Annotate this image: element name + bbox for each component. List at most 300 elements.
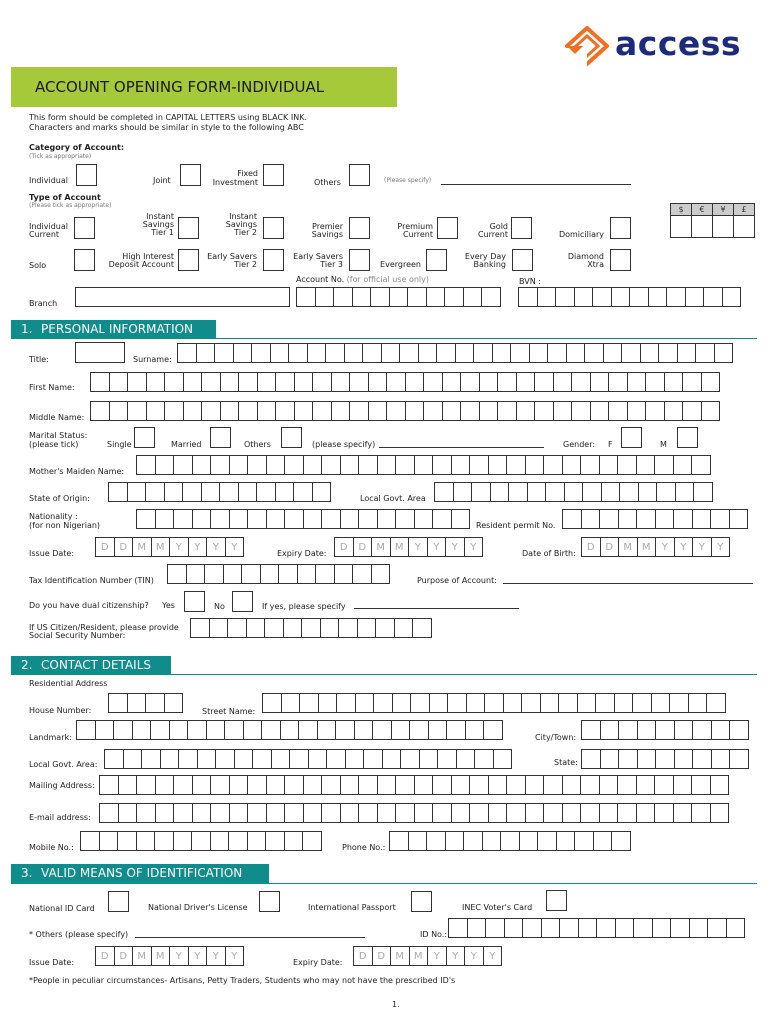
mailing-address-box[interactable]	[173, 775, 193, 795]
id-no-box[interactable]	[652, 918, 672, 938]
state-origin-box[interactable]	[164, 482, 184, 502]
id-no-box[interactable]	[522, 918, 542, 938]
contact-lga-box[interactable]	[141, 749, 161, 769]
tin-box[interactable]	[223, 564, 243, 584]
state-origin-box[interactable]	[293, 482, 313, 502]
landmark-box[interactable]	[187, 720, 207, 740]
mailing-address-box[interactable]	[358, 775, 378, 795]
id-no-box[interactable]	[707, 918, 727, 938]
email-box[interactable]	[691, 803, 711, 823]
phone-box[interactable]	[537, 831, 557, 851]
street-name-box[interactable]	[651, 693, 671, 713]
state-origin-box[interactable]	[145, 482, 165, 502]
lga-box[interactable]	[508, 482, 528, 502]
nationality-box[interactable]	[377, 509, 397, 529]
mailing-address-box[interactable]	[395, 775, 415, 795]
date-box-y[interactable]: Y	[427, 946, 447, 966]
date-box-y[interactable]: Y	[206, 946, 226, 966]
ssn-box[interactable]	[227, 618, 247, 638]
contact-lga-box[interactable]	[104, 749, 124, 769]
landmark-box[interactable]	[243, 720, 263, 740]
phone-box[interactable]	[482, 831, 502, 851]
date-box-m[interactable]: M	[637, 537, 657, 557]
resident-permit-box[interactable]	[655, 509, 675, 529]
landmark-box[interactable]	[113, 720, 133, 740]
lga-box[interactable]	[601, 482, 621, 502]
marital-others-checkbox[interactable]	[281, 427, 302, 448]
contact-lga-box[interactable]	[419, 749, 439, 769]
tin-box[interactable]	[297, 564, 317, 584]
nationality-box[interactable]	[229, 509, 249, 529]
date-box-y[interactable]: Y	[206, 537, 226, 557]
dual-specify-line[interactable]	[354, 608, 519, 609]
email-box[interactable]	[580, 803, 600, 823]
tin-box[interactable]	[315, 564, 335, 584]
first-name-box[interactable]	[534, 372, 554, 392]
surname-box[interactable]	[714, 343, 734, 363]
surname-box[interactable]	[177, 343, 197, 363]
currency-gbp-checkbox[interactable]	[733, 215, 755, 238]
id-no-box[interactable]	[448, 918, 468, 938]
middle-name-box[interactable]	[460, 401, 480, 421]
lga-box[interactable]	[527, 482, 547, 502]
street-name-box[interactable]	[595, 693, 615, 713]
first-name-box[interactable]	[405, 372, 425, 392]
city-box[interactable]	[618, 720, 638, 740]
phone-box[interactable]	[556, 831, 576, 851]
maiden-name-box[interactable]	[562, 455, 582, 475]
email-box[interactable]	[173, 803, 193, 823]
ssn-box[interactable]	[357, 618, 377, 638]
maiden-name-box[interactable]	[636, 455, 656, 475]
middle-name-box[interactable]	[257, 401, 277, 421]
date-box-m[interactable]: M	[132, 537, 152, 557]
type-premium-current-checkbox[interactable]	[437, 217, 458, 239]
surname-box[interactable]	[695, 343, 715, 363]
phone-box[interactable]	[426, 831, 446, 851]
nationality-box[interactable]	[192, 509, 212, 529]
date-box-y[interactable]: Y	[655, 537, 675, 557]
phone-box[interactable]	[519, 831, 539, 851]
id-no-box[interactable]	[689, 918, 709, 938]
landmark-box[interactable]	[391, 720, 411, 740]
lga-box[interactable]	[545, 482, 565, 502]
middle-name-box[interactable]	[608, 401, 628, 421]
middle-name-box[interactable]	[479, 401, 499, 421]
city-box[interactable]	[600, 720, 620, 740]
bvn-box[interactable]	[666, 287, 686, 307]
middle-name-box[interactable]	[294, 401, 314, 421]
id-no-box[interactable]	[726, 918, 746, 938]
id-no-box[interactable]	[541, 918, 561, 938]
maiden-name-box[interactable]	[229, 455, 249, 475]
date-box-y[interactable]: Y	[464, 537, 484, 557]
middle-name-box[interactable]	[238, 401, 258, 421]
middle-name-box[interactable]	[331, 401, 351, 421]
middle-name-box[interactable]	[701, 401, 721, 421]
street-name-box[interactable]	[706, 693, 726, 713]
landmark-box[interactable]	[76, 720, 96, 740]
maiden-name-box[interactable]	[210, 455, 230, 475]
date-box-y[interactable]: Y	[225, 946, 245, 966]
maiden-name-box[interactable]	[654, 455, 674, 475]
bvn-box[interactable]	[722, 287, 742, 307]
bvn-box[interactable]	[611, 287, 631, 307]
maiden-name-box[interactable]	[543, 455, 563, 475]
date-box-y[interactable]: Y	[169, 537, 189, 557]
contact-lga-box[interactable]	[474, 749, 494, 769]
surname-box[interactable]	[473, 343, 493, 363]
resident-permit-box[interactable]	[710, 509, 730, 529]
street-name-box[interactable]	[577, 693, 597, 713]
middle-name-box[interactable]	[183, 401, 203, 421]
maiden-name-box[interactable]	[506, 455, 526, 475]
account-no-box[interactable]	[407, 287, 427, 307]
resident-permit-box[interactable]	[692, 509, 712, 529]
street-name-box[interactable]	[632, 693, 652, 713]
contact-lga-box[interactable]	[326, 749, 346, 769]
state-origin-box[interactable]	[182, 482, 202, 502]
nationality-box[interactable]	[284, 509, 304, 529]
mailing-address-box[interactable]	[266, 775, 286, 795]
email-box[interactable]	[377, 803, 397, 823]
tin-box[interactable]	[334, 564, 354, 584]
branch-field[interactable]	[75, 287, 290, 307]
maiden-name-box[interactable]	[432, 455, 452, 475]
phone-box[interactable]	[445, 831, 465, 851]
married-checkbox[interactable]	[210, 427, 231, 448]
house-number-box[interactable]	[127, 693, 147, 713]
email-box[interactable]	[636, 803, 656, 823]
state-box[interactable]	[637, 749, 657, 769]
city-box[interactable]	[711, 720, 731, 740]
street-name-box[interactable]	[262, 693, 282, 713]
date-box-d[interactable]: D	[581, 537, 601, 557]
date-box-d[interactable]: D	[114, 946, 134, 966]
date-box-m[interactable]: M	[151, 946, 171, 966]
email-box[interactable]	[229, 803, 249, 823]
account-no-box[interactable]	[296, 287, 316, 307]
date-box-m[interactable]: M	[371, 537, 391, 557]
maiden-name-box[interactable]	[691, 455, 711, 475]
street-name-box[interactable]	[355, 693, 375, 713]
street-name-box[interactable]	[688, 693, 708, 713]
first-name-box[interactable]	[146, 372, 166, 392]
type-everyday-banking-checkbox[interactable]	[512, 249, 533, 271]
maiden-name-box[interactable]	[469, 455, 489, 475]
ssn-box[interactable]	[320, 618, 340, 638]
bvn-box[interactable]	[592, 287, 612, 307]
state-origin-box[interactable]	[201, 482, 221, 502]
bvn-box[interactable]	[555, 287, 575, 307]
street-name-box[interactable]	[466, 693, 486, 713]
lga-box[interactable]	[619, 482, 639, 502]
landmark-box[interactable]	[206, 720, 226, 740]
lga-box[interactable]	[471, 482, 491, 502]
email-box[interactable]	[414, 803, 434, 823]
middle-name-box[interactable]	[109, 401, 129, 421]
mailing-address-box[interactable]	[525, 775, 545, 795]
street-name-box[interactable]	[484, 693, 504, 713]
date-box-d[interactable]: D	[353, 537, 373, 557]
mobile-box[interactable]	[136, 831, 156, 851]
account-no-box[interactable]	[333, 287, 353, 307]
first-name-box[interactable]	[220, 372, 240, 392]
nationality-box[interactable]	[451, 509, 471, 529]
tin-box[interactable]	[352, 564, 372, 584]
contact-lga-box[interactable]	[363, 749, 383, 769]
first-name-box[interactable]	[201, 372, 221, 392]
date-box-m[interactable]: M	[618, 537, 638, 557]
middle-name-box[interactable]	[682, 401, 702, 421]
date-box-y[interactable]: Y	[169, 946, 189, 966]
contact-lga-box[interactable]	[252, 749, 272, 769]
mobile-box[interactable]	[191, 831, 211, 851]
state-box[interactable]	[692, 749, 712, 769]
contact-lga-box[interactable]	[178, 749, 198, 769]
date-box-m[interactable]: M	[390, 537, 410, 557]
house-number-box[interactable]	[145, 693, 165, 713]
surname-box[interactable]	[455, 343, 475, 363]
mailing-address-box[interactable]	[210, 775, 230, 795]
maiden-name-box[interactable]	[451, 455, 471, 475]
middle-name-box[interactable]	[90, 401, 110, 421]
phone-box[interactable]	[408, 831, 428, 851]
maiden-name-box[interactable]	[414, 455, 434, 475]
contact-lga-box[interactable]	[437, 749, 457, 769]
middle-name-box[interactable]	[312, 401, 332, 421]
contact-lga-box[interactable]	[197, 749, 217, 769]
surname-box[interactable]	[621, 343, 641, 363]
email-box[interactable]	[192, 803, 212, 823]
middle-name-box[interactable]	[164, 401, 184, 421]
surname-box[interactable]	[584, 343, 604, 363]
date-box-y[interactable]: Y	[427, 537, 447, 557]
bvn-box[interactable]	[648, 287, 668, 307]
date-box-m[interactable]: M	[151, 537, 171, 557]
street-name-box[interactable]	[669, 693, 689, 713]
surname-box[interactable]	[510, 343, 530, 363]
date-box-y[interactable]: Y	[446, 946, 466, 966]
first-name-box[interactable]	[257, 372, 277, 392]
surname-box[interactable]	[381, 343, 401, 363]
email-box[interactable]	[321, 803, 341, 823]
mailing-address-box[interactable]	[469, 775, 489, 795]
surname-box[interactable]	[362, 343, 382, 363]
mailing-address-box[interactable]	[451, 775, 471, 795]
landmark-box[interactable]	[409, 720, 429, 740]
landmark-box[interactable]	[280, 720, 300, 740]
date-box-d[interactable]: D	[600, 537, 620, 557]
middle-name-box[interactable]	[442, 401, 462, 421]
single-checkbox[interactable]	[134, 427, 155, 448]
state-origin-box[interactable]	[312, 482, 332, 502]
mailing-address-box[interactable]	[562, 775, 582, 795]
id-no-box[interactable]	[578, 918, 598, 938]
surname-box[interactable]	[418, 343, 438, 363]
middle-name-box[interactable]	[368, 401, 388, 421]
nationality-box[interactable]	[155, 509, 175, 529]
date-box-y[interactable]: Y	[188, 537, 208, 557]
lga-box[interactable]	[564, 482, 584, 502]
state-box[interactable]	[711, 749, 731, 769]
tin-box[interactable]	[204, 564, 224, 584]
surname-box[interactable]	[566, 343, 586, 363]
email-box[interactable]	[451, 803, 471, 823]
maiden-name-box[interactable]	[358, 455, 378, 475]
first-name-box[interactable]	[331, 372, 351, 392]
tin-box[interactable]	[260, 564, 280, 584]
nationality-box[interactable]	[247, 509, 267, 529]
category-fixed-checkbox[interactable]	[263, 164, 284, 186]
currency-jpy-checkbox[interactable]	[712, 215, 734, 238]
house-number-box[interactable]	[108, 693, 128, 713]
date-box-d[interactable]: D	[372, 946, 392, 966]
state-box[interactable]	[674, 749, 694, 769]
ssn-box[interactable]	[246, 618, 266, 638]
email-box[interactable]	[118, 803, 138, 823]
lga-box[interactable]	[693, 482, 713, 502]
ssn-box[interactable]	[375, 618, 395, 638]
tin-box[interactable]	[241, 564, 261, 584]
mailing-address-box[interactable]	[303, 775, 323, 795]
resident-permit-box[interactable]	[599, 509, 619, 529]
mailing-address-box[interactable]	[155, 775, 175, 795]
mailing-address-box[interactable]	[136, 775, 156, 795]
middle-name-box[interactable]	[497, 401, 517, 421]
nationality-box[interactable]	[395, 509, 415, 529]
first-name-box[interactable]	[275, 372, 295, 392]
surname-box[interactable]	[529, 343, 549, 363]
account-no-box[interactable]	[463, 287, 483, 307]
first-name-box[interactable]	[479, 372, 499, 392]
date-box-y[interactable]: Y	[445, 537, 465, 557]
landmark-box[interactable]	[95, 720, 115, 740]
landmark-box[interactable]	[372, 720, 392, 740]
landmark-box[interactable]	[261, 720, 281, 740]
type-premier-savings-checkbox[interactable]	[349, 217, 370, 239]
contact-lga-box[interactable]	[493, 749, 513, 769]
email-box[interactable]	[506, 803, 526, 823]
city-box[interactable]	[581, 720, 601, 740]
street-name-box[interactable]	[410, 693, 430, 713]
maiden-name-box[interactable]	[284, 455, 304, 475]
ssn-box[interactable]	[283, 618, 303, 638]
date-box-m[interactable]: M	[132, 946, 152, 966]
ssn-box[interactable]	[190, 618, 210, 638]
date-box-y[interactable]: Y	[483, 946, 503, 966]
category-individual-checkbox[interactable]	[76, 164, 97, 186]
email-box[interactable]	[284, 803, 304, 823]
mailing-address-box[interactable]	[99, 775, 119, 795]
bvn-box[interactable]	[537, 287, 557, 307]
state-origin-box[interactable]	[238, 482, 258, 502]
landmark-box[interactable]	[428, 720, 448, 740]
type-individual-current-checkbox[interactable]	[74, 217, 95, 239]
phone-box[interactable]	[389, 831, 409, 851]
surname-box[interactable]	[677, 343, 697, 363]
maiden-name-box[interactable]	[395, 455, 415, 475]
mailing-address-box[interactable]	[636, 775, 656, 795]
first-name-box[interactable]	[608, 372, 628, 392]
street-name-box[interactable]	[336, 693, 356, 713]
email-box[interactable]	[488, 803, 508, 823]
city-box[interactable]	[674, 720, 694, 740]
ssn-box[interactable]	[264, 618, 284, 638]
street-name-box[interactable]	[558, 693, 578, 713]
first-name-box[interactable]	[423, 372, 443, 392]
lga-box[interactable]	[453, 482, 473, 502]
email-box[interactable]	[136, 803, 156, 823]
maiden-name-box[interactable]	[673, 455, 693, 475]
surname-box[interactable]	[214, 343, 234, 363]
nationality-box[interactable]	[173, 509, 193, 529]
contact-lga-box[interactable]	[123, 749, 143, 769]
email-box[interactable]	[395, 803, 415, 823]
middle-name-box[interactable]	[645, 401, 665, 421]
account-no-box[interactable]	[426, 287, 446, 307]
street-name-box[interactable]	[614, 693, 634, 713]
mailing-address-box[interactable]	[432, 775, 452, 795]
bvn-box[interactable]	[685, 287, 705, 307]
bvn-box[interactable]	[574, 287, 594, 307]
landmark-box[interactable]	[169, 720, 189, 740]
contact-lga-box[interactable]	[345, 749, 365, 769]
nationality-box[interactable]	[303, 509, 323, 529]
type-early-savers-tier3-checkbox[interactable]	[349, 249, 370, 271]
first-name-box[interactable]	[183, 372, 203, 392]
resident-permit-box[interactable]	[581, 509, 601, 529]
purpose-line[interactable]	[503, 583, 753, 584]
nationality-box[interactable]	[358, 509, 378, 529]
mailing-address-box[interactable]	[710, 775, 730, 795]
mailing-address-box[interactable]	[321, 775, 341, 795]
date-box-d[interactable]: D	[334, 537, 354, 557]
lga-box[interactable]	[656, 482, 676, 502]
maiden-name-box[interactable]	[247, 455, 267, 475]
state-box[interactable]	[600, 749, 620, 769]
first-name-box[interactable]	[701, 372, 721, 392]
contact-lga-box[interactable]	[382, 749, 402, 769]
state-box[interactable]	[729, 749, 749, 769]
email-box[interactable]	[266, 803, 286, 823]
id-no-box[interactable]	[615, 918, 635, 938]
first-name-box[interactable]	[460, 372, 480, 392]
dual-yes-checkbox[interactable]	[184, 591, 205, 612]
maiden-name-box[interactable]	[192, 455, 212, 475]
mobile-box[interactable]	[247, 831, 267, 851]
type-early-savers-tier2-checkbox[interactable]	[263, 249, 284, 271]
first-name-box[interactable]	[645, 372, 665, 392]
email-box[interactable]	[525, 803, 545, 823]
contact-lga-box[interactable]	[234, 749, 254, 769]
mailing-address-box[interactable]	[192, 775, 212, 795]
national-id-checkbox[interactable]	[108, 891, 129, 912]
email-box[interactable]	[358, 803, 378, 823]
maiden-name-box[interactable]	[321, 455, 341, 475]
maiden-name-box[interactable]	[266, 455, 286, 475]
gender-m-checkbox[interactable]	[677, 427, 698, 448]
tin-box[interactable]	[371, 564, 391, 584]
first-name-box[interactable]	[90, 372, 110, 392]
id-no-box[interactable]	[467, 918, 487, 938]
date-box-m[interactable]: M	[409, 946, 429, 966]
id-no-box[interactable]	[633, 918, 653, 938]
lga-box[interactable]	[490, 482, 510, 502]
maiden-name-box[interactable]	[488, 455, 508, 475]
contact-lga-box[interactable]	[160, 749, 180, 769]
id-no-box[interactable]	[504, 918, 524, 938]
